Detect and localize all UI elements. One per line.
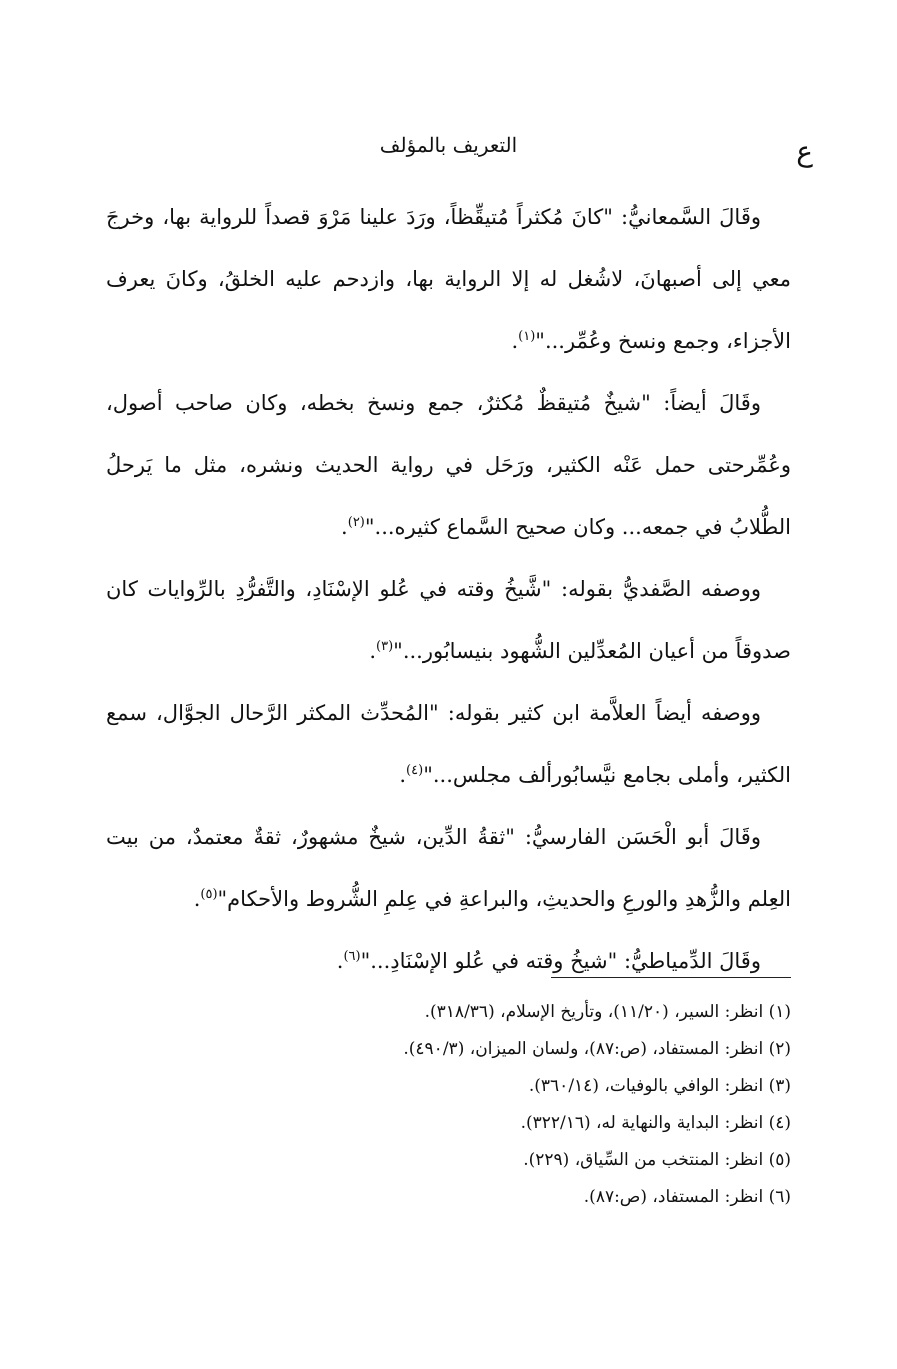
paragraph-dimyati: وقَالَ الدِّمياطيُّ: "شيخُ وقته في عُلو الإسْنَادِ..."$^{(٦)}$. (336, 949, 761, 973)
page-number: ع (796, 135, 813, 168)
paragraph-text: وقَالَ أبو الْحَسَن الفارسيُّ: "ثقةُ الدِّين، شيخٌ مشهورٌ، ثقةٌ معتمدٌ، من بيت العِلم والزُّهدِ والورعِ والحديثِ، والبراعةِ في عِلمِ الشُّروط والأحكام" (106, 825, 791, 911)
footnote-6: (٦) انظر: المستفاد، (ص:٨٧). (583, 1187, 791, 1207)
footnote-ref: (٢) (347, 515, 365, 530)
footnotes (106, 994, 791, 1216)
footnote-4: (٤) انظر: البداية والنهاية له، (٣٢٢/١٦). (520, 1113, 791, 1133)
paragraph-text: ووصفه أيضاً العلاَّمة ابن كثير بقوله: "المُحدِّث المكثر الرَّحال الجوَّال، سمع الكثير، وأملى بجامع نيَّسابُورألف مجلس..." (106, 701, 791, 787)
footnote-ref: (٦) (343, 949, 361, 964)
running-header: التعريف بالمؤلف (379, 133, 518, 157)
footnote-separator (551, 977, 791, 978)
footnote-3: (٣) انظر: الوافي بالوفيات، (٣٦٠/١٤). (528, 1076, 791, 1096)
paragraph-samani: وقَالَ السَّمعانيُّ: "كانَ مُكثراً مُتيقِّظاً، ورَدَ علينا مَرْوَ قصداً للرواية بها، وخرجَ معي إلى أصبهانَ، لاشُغل له إلا الرواية بها، وازدحم عليه الخلقُ، وكانَ يعرف الأجزاء، وجمع ونسخ وعُمِّر..."$^{(١)}$. (106, 205, 791, 353)
footnote-1: (١) انظر: السير، (١١/٢٠)، وتأريخ الإسلام، (٣١٨/٣٦). (424, 1002, 791, 1022)
paragraph-text: وقَالَ السَّمعانيُّ: "كانَ مُكثراً مُتيقِّظاً، ورَدَ علينا مَرْوَ قصداً للرواية بها، وخرجَ معي إلى أصبهانَ، لاشُغل له إلا الرواية بها، وازدحم عليه الخلقُ، وكانَ يعرف الأجزاء، وجمع ونسخ وعُمِّر..." (106, 205, 791, 353)
paragraph-text: وقَالَ أيضاً: "شيخٌ مُتيقظٌ مُكثرٌ، جمع ونسخ بخطه، وكان صاحب أصول، وعُمِّرحتى حمل عَنْه الكثير، ورَحَل في رواية الحديث ونشره، مثل ما يَرحلُ الطُّلابُ في جمعه... وكان صحيح السَّماع كثيره..." (106, 391, 791, 539)
paragraph-safadi: ووصفه الصَّفديُّ بقوله: "شَّيخُ وقته في عُلو الإسْنَادِ، والتَّفرُّدِ بالرِّوايات كان صدوقاً من أعيان المُعدِّلين الشُّهود بنيسابُور..."$^{(٣)}$. (106, 577, 791, 663)
paragraph-samani-also: وقَالَ أيضاً: "شيخٌ مُتيقظٌ مُكثرٌ، جمع ونسخ بخطه، وكان صاحب أصول، وعُمِّرحتى حمل عَنْه الكثير، ورَحَل في رواية الحديث ونشره، مثل ما يَرحلُ الطُّلابُ في جمعه... وكان صحيح السَّماع كثيره..."$^{(٢)}$. (106, 391, 791, 539)
paragraph-farisi: وقَالَ أبو الْحَسَن الفارسيُّ: "ثقةُ الدِّين، شيخٌ مشهورٌ، ثقةٌ معتمدٌ، من بيت العِلم والزُّهدِ والورعِ والحديثِ، والبراعةِ في عِلمِ الشُّروط والأحكام"$^{(٥)}$. (106, 825, 791, 911)
footnote-ref: (٤) (406, 763, 424, 778)
footnote-ref: (١) (518, 329, 536, 344)
paragraph-text: وقَالَ الدِّمياطيُّ: "شيخُ وقته في عُلو الإسْنَادِ..." (360, 949, 761, 973)
footnote-2: (٢) انظر: المستفاد، (ص:٨٧)، ولسان الميزان، (٤٩٠/٣). (403, 1039, 791, 1059)
footnote-ref: (٥) (200, 887, 218, 902)
paragraph-ibn-kathir: ووصفه أيضاً العلاَّمة ابن كثير بقوله: "المُحدِّث المكثر الرَّحال الجوَّال، سمع الكثير، وأملى بجامع نيَّسابُورألف مجلس..."$^{(٤)}$. (106, 701, 791, 787)
footnote-5: (٥) انظر: المنتخب من السِّياق، (٢٢٩). (523, 1150, 791, 1170)
paragraph-text: ووصفه الصَّفديُّ بقوله: "شَّيخُ وقته في عُلو الإسْنَادِ، والتَّفرُّدِ بالرِّوايات كان صدوقاً من أعيان المُعدِّلين الشُّهود بنيسابُور..." (106, 577, 791, 663)
footnote-ref: (٣) (376, 639, 394, 654)
main-text (106, 186, 791, 992)
